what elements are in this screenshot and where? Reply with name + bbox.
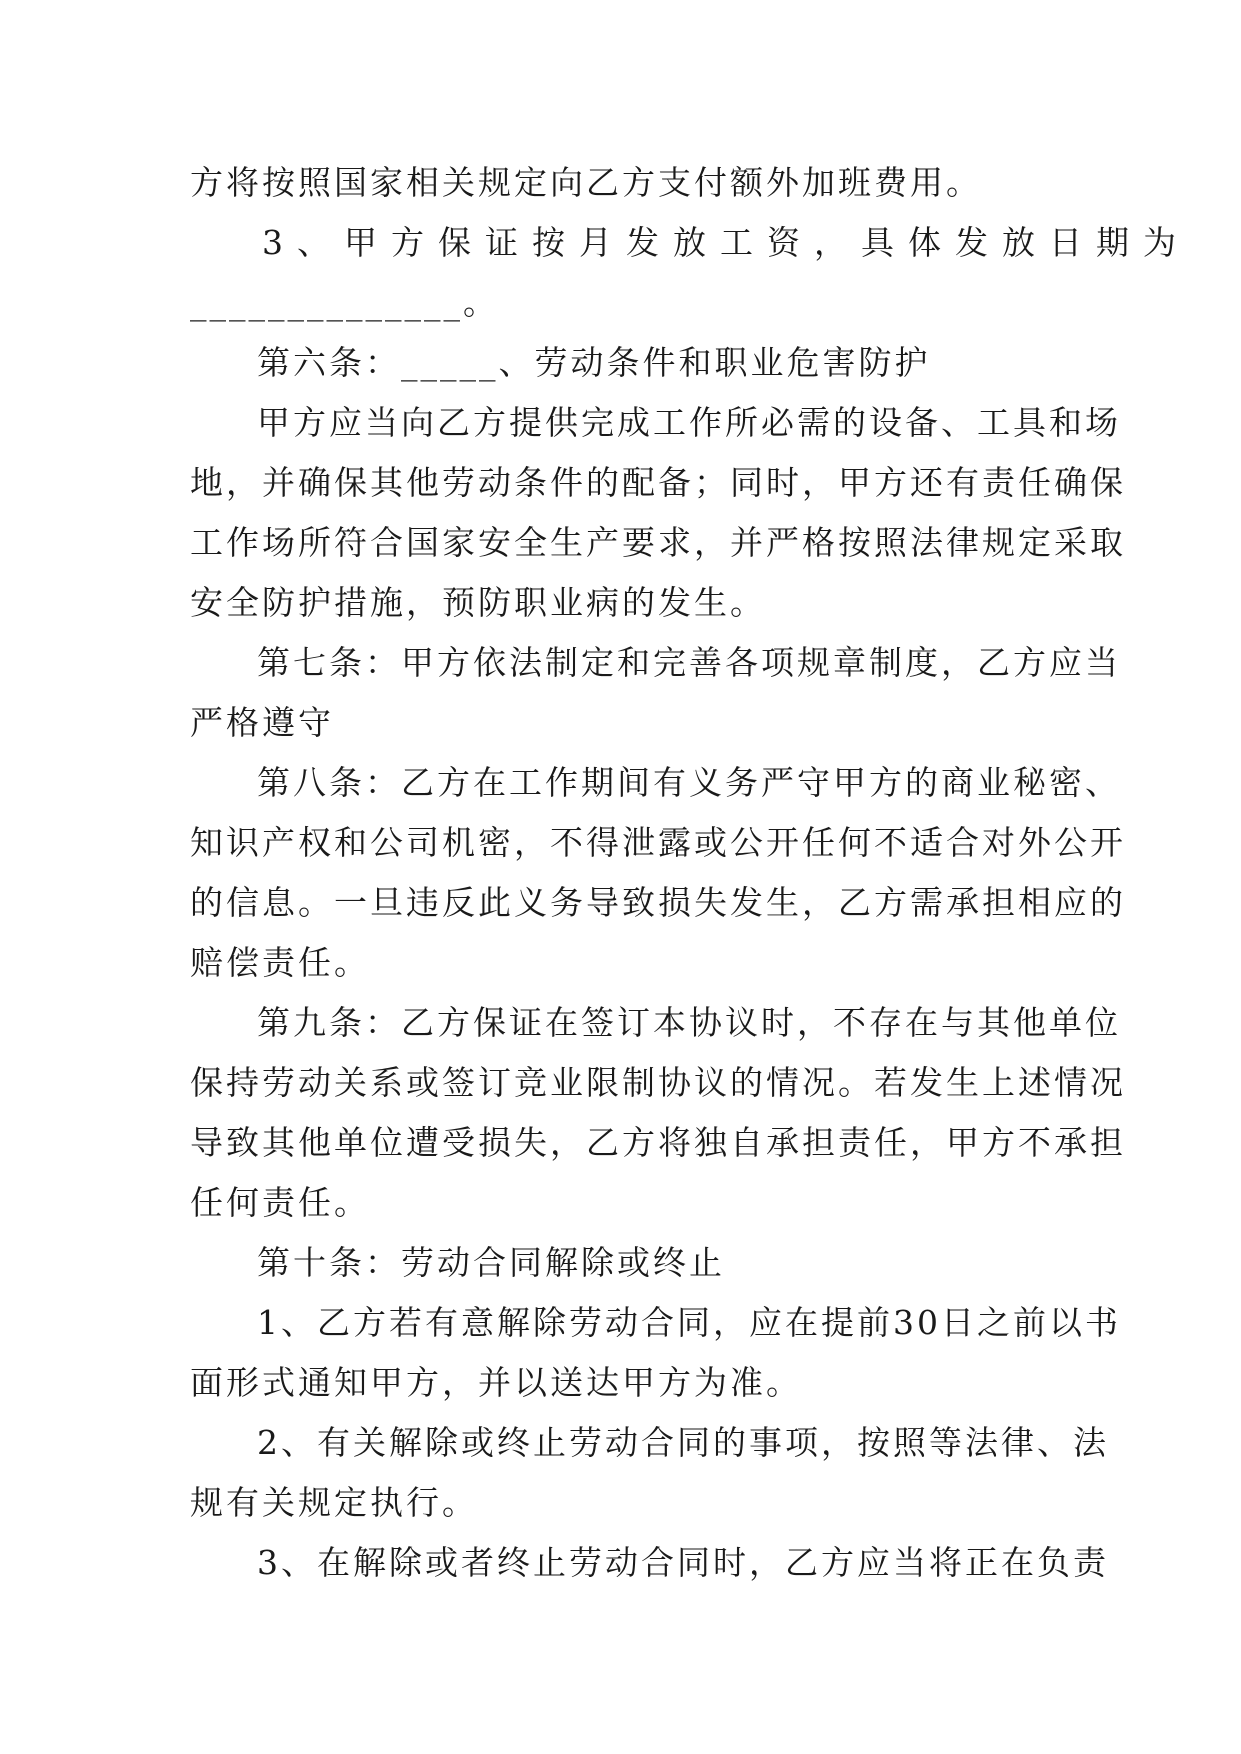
text-line: 严格遵守	[190, 703, 334, 742]
text-line: 安全防护措施，预防职业病的发生。	[190, 583, 766, 622]
article-heading: 第七条：甲方依法制定和完善各项规章制度，乙方应当	[257, 643, 1121, 682]
text-line: 导致其他单位遭受损失，乙方将独自承担责任，甲方不承担	[190, 1123, 1126, 1162]
text-line: 面形式通知甲方，并以送达甲方为准。	[190, 1363, 802, 1402]
text-line: 3、在解除或者终止劳动合同时，乙方应当将正在负责	[257, 1543, 1109, 1582]
text-line: 方将按照国家相关规定向乙方支付额外加班费用。	[190, 163, 982, 202]
article-heading: 第六条：_____、劳动条件和职业危害防护	[257, 343, 931, 382]
text-line: 1、乙方若有意解除劳动合同，应在提前30日之前以书	[257, 1303, 1121, 1342]
article-heading: 第十条：劳动合同解除或终止	[257, 1243, 725, 1282]
text-line: 2、有关解除或终止劳动合同的事项，按照等法律、法	[257, 1423, 1109, 1462]
article-heading: 第九条：乙方保证在签订本协议时，不存在与其他单位	[257, 1003, 1121, 1042]
text-line: 地，并确保其他劳动条件的配备；同时，甲方还有责任确保	[190, 463, 1126, 502]
text-line: 保持劳动关系或签订竞业限制协议的情况。若发生上述情况	[190, 1063, 1126, 1102]
text-line: 工作场所符合国家安全生产要求，并严格按照法律规定采取	[190, 523, 1126, 562]
text-line: 赔偿责任。	[190, 943, 370, 982]
text-line: 的信息。一旦违反此义务导致损失发生，乙方需承担相应的	[190, 883, 1126, 922]
text-line: ______________。	[190, 283, 499, 322]
text-line: 3、甲方保证按月发放工资，具体发放日期为	[262, 223, 1190, 262]
article-heading: 第八条：乙方在工作期间有义务严守甲方的商业秘密、	[257, 763, 1121, 802]
text-line: 甲方应当向乙方提供完成工作所必需的设备、工具和场	[257, 403, 1121, 442]
text-line: 知识产权和公司机密，不得泄露或公开任何不适合对外公开	[190, 823, 1126, 862]
text-line: 规有关规定执行。	[190, 1483, 478, 1522]
text-line: 任何责任。	[190, 1183, 370, 1222]
